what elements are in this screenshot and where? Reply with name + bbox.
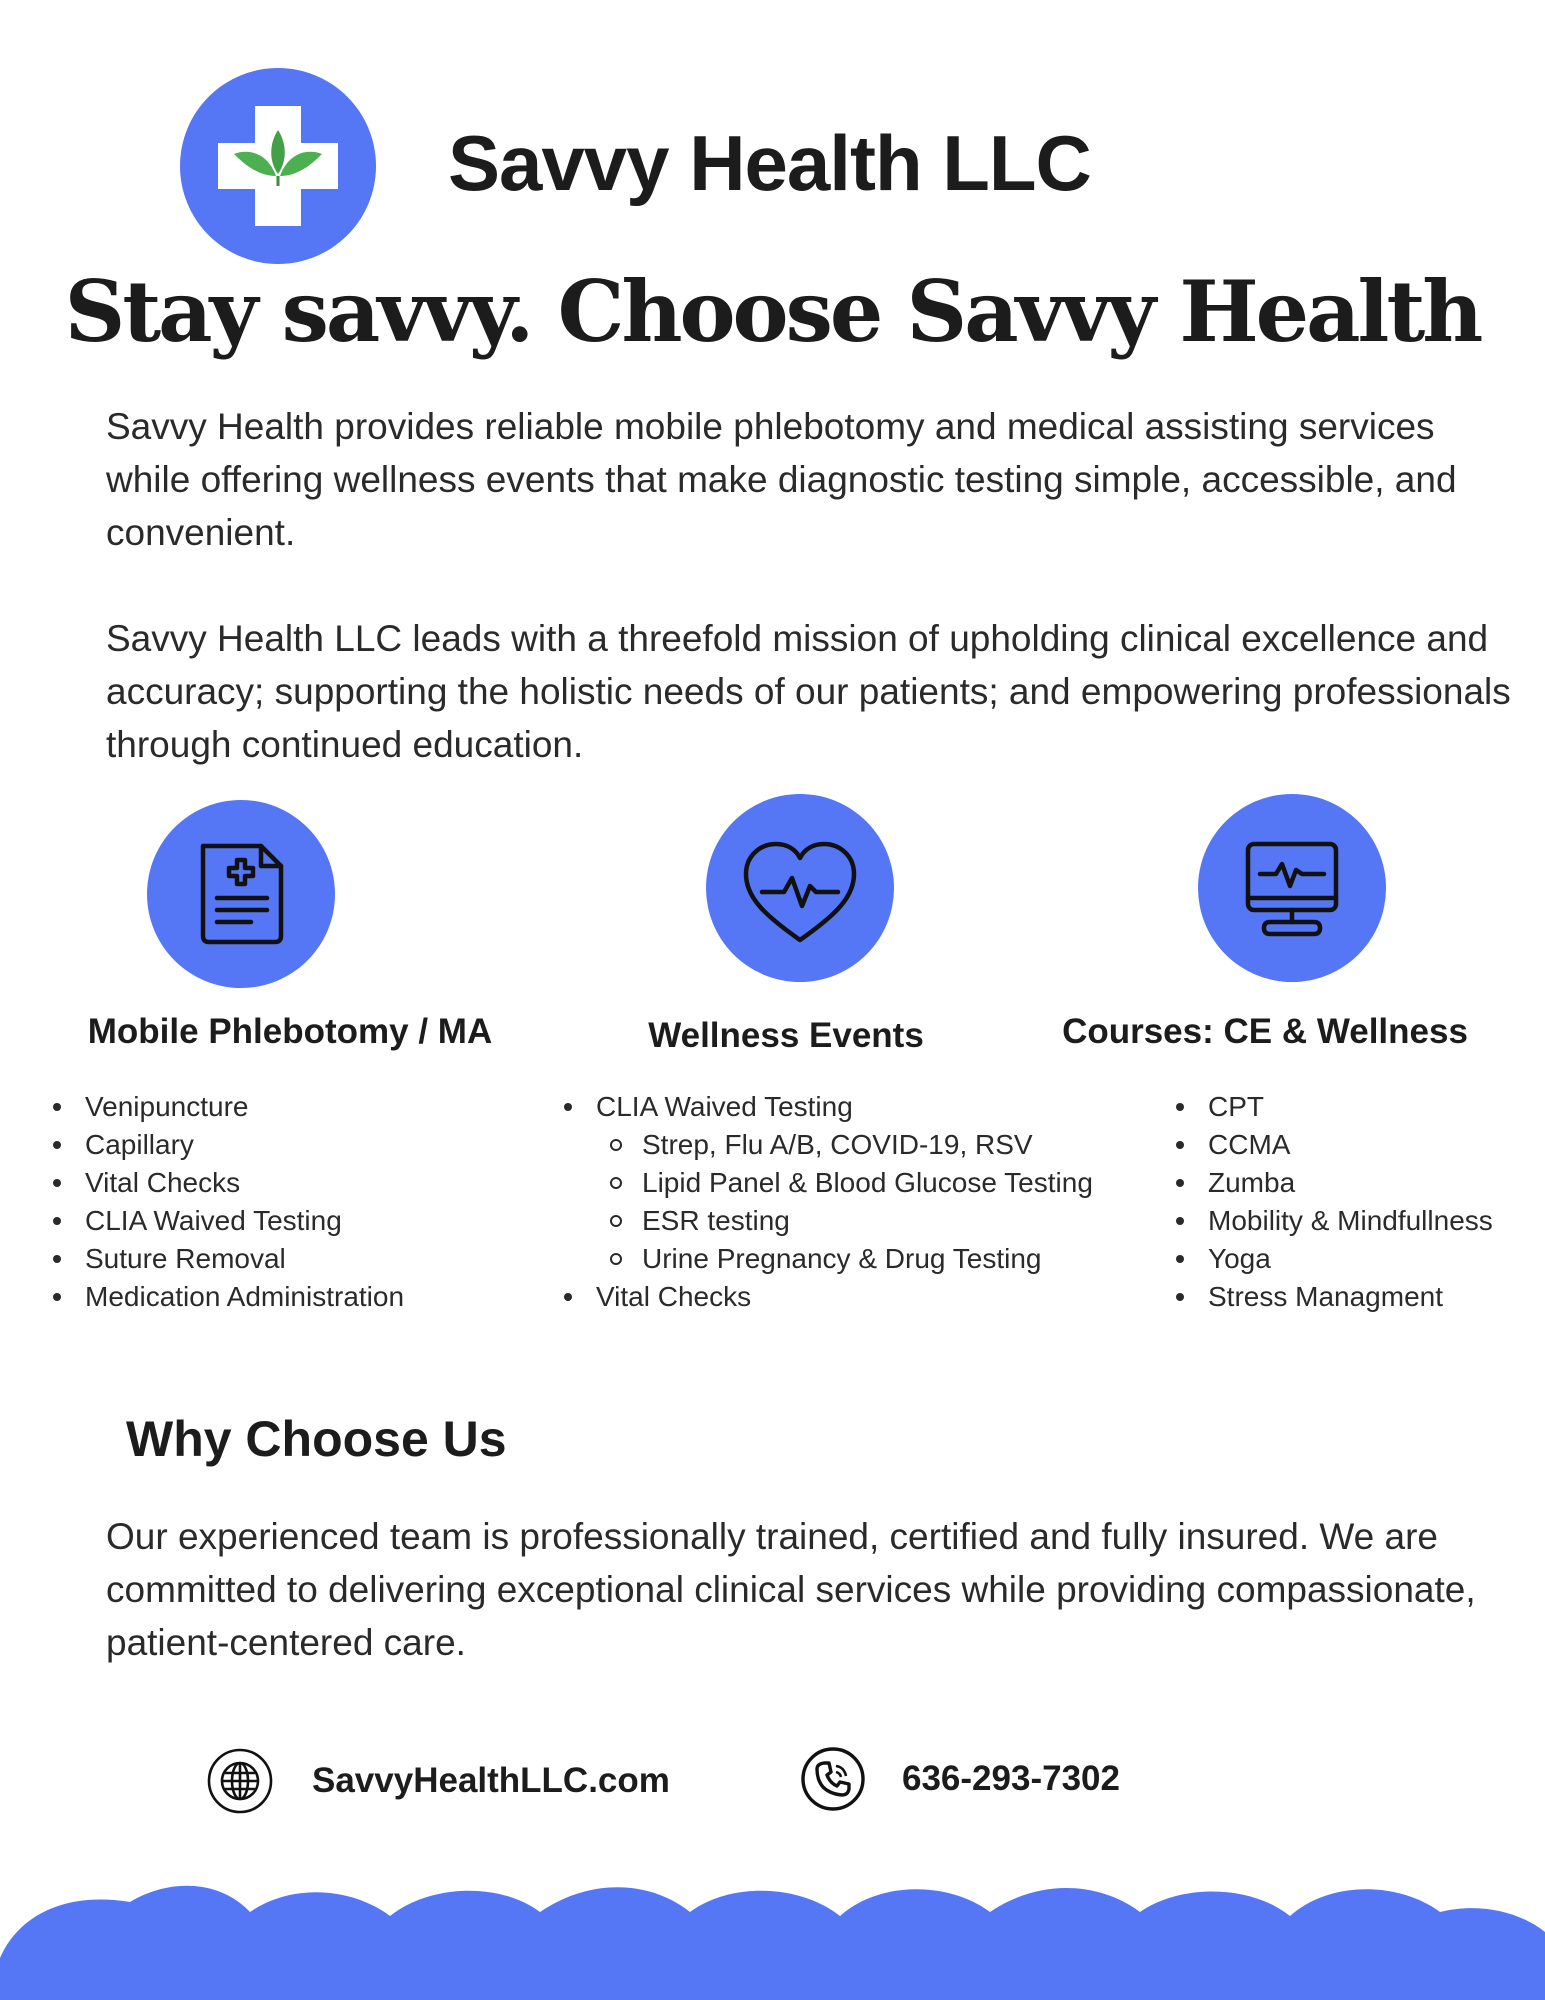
list-item: Capillary: [53, 1126, 404, 1164]
list-item: CPT: [1176, 1088, 1493, 1126]
service-title-phlebotomy: Mobile Phlebotomy / MA: [87, 1012, 493, 1051]
website-link[interactable]: SavvyHealthLLC.com: [312, 1761, 670, 1800]
intro-paragraph-1: Savvy Health provides reliable mobile phlebotomy and medical assisting services while offering wellness events that make diagnostic testing simple, accessible, and convenient.: [106, 406, 1457, 553]
sub-list-item: Urine Pregnancy & Drug Testing: [596, 1240, 1093, 1278]
brand-name: Savvy Health LLC: [448, 119, 1091, 207]
logo: [180, 68, 376, 264]
sub-list: [596, 1126, 1093, 1278]
phone-number[interactable]: 636-293-7302: [902, 1759, 1120, 1798]
sub-list-item: Strep, Flu A/B, COVID-19, RSV: [596, 1126, 1093, 1164]
phone-icon: [800, 1746, 866, 1812]
list-item-label: CLIA Waived Testing: [596, 1091, 853, 1122]
service-title-wellness: Wellness Events: [648, 1016, 924, 1055]
list-item: CLIA Waived Testing: [53, 1202, 404, 1240]
service-title-courses: Courses: CE & Wellness: [1062, 1012, 1468, 1051]
monitor-pulse-icon: [1198, 794, 1386, 982]
sub-list-item: Lipid Panel & Blood Glucose Testing: [596, 1164, 1093, 1202]
intro-paragraph-2: Savvy Health LLC leads with a threefold mission of upholding clinical excellence and accuracy; supporting the holistic needs of our patients; and empowering professionals through continued education.: [106, 618, 1511, 765]
service-list-wellness: [564, 1088, 1093, 1316]
website-icon-wrapper: [207, 1748, 273, 1814]
medical-cross-leaf-icon: [180, 68, 376, 264]
service-icon-circle-phlebotomy: [147, 800, 335, 988]
globe-icon: [207, 1748, 273, 1814]
list-item: Vital Checks: [564, 1278, 1093, 1316]
phone-icon-wrapper: [800, 1746, 866, 1812]
list-item: [564, 1088, 1093, 1278]
list-item: CCMA: [1176, 1126, 1493, 1164]
why-choose-us-heading: Why Choose Us: [126, 1411, 507, 1467]
tagline: Stay savvy. Choose Savvy Health: [64, 262, 1481, 361]
medical-document-icon: [147, 800, 335, 988]
list-item: Medication Administration: [53, 1278, 404, 1316]
list-item: Stress Managment: [1176, 1278, 1493, 1316]
heart-pulse-icon: [706, 794, 894, 982]
decorative-wave-border: [0, 1872, 1545, 2000]
service-icon-circle-courses: [1198, 794, 1386, 982]
service-icon-circle-wellness: [706, 794, 894, 982]
list-item: Mobility & Mindfullness: [1176, 1202, 1493, 1240]
service-list-phlebotomy: [53, 1088, 404, 1316]
list-item: Venipuncture: [53, 1088, 404, 1126]
list-item: Yoga: [1176, 1240, 1493, 1278]
list-item: Zumba: [1176, 1164, 1493, 1202]
sub-list-item: ESR testing: [596, 1202, 1093, 1240]
service-list-courses: [1176, 1088, 1493, 1316]
why-choose-us-paragraph: Our experienced team is professionally trained, certified and fully insured. We are committed to delivering exceptional clinical services while providing compassionate, patient-centered care.: [106, 1516, 1476, 1663]
list-item: Vital Checks: [53, 1164, 404, 1202]
list-item: Suture Removal: [53, 1240, 404, 1278]
